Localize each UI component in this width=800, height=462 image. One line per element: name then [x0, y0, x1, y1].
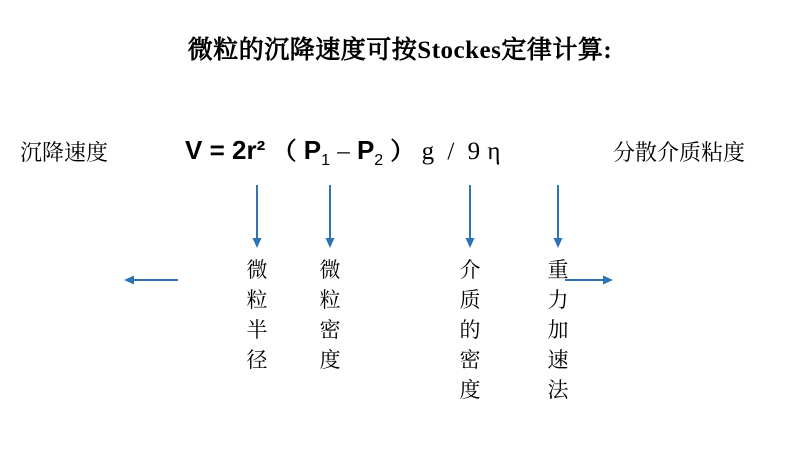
arrow-down-medium-density [460, 185, 480, 250]
formula-open-paren: （ [272, 139, 297, 165]
arrow-down-particle-density [320, 185, 340, 250]
caption-char: 粒 [246, 288, 268, 312]
formula-2r2: 2r² [232, 135, 266, 165]
caption-char: 重 [547, 258, 569, 282]
caption-char: 密 [319, 318, 341, 342]
caption-particle-density [317, 255, 343, 375]
formula-close-paren: ） [390, 139, 415, 165]
caption-char: 力 [547, 288, 569, 312]
formula-p2-subscript: 2 [374, 152, 384, 170]
caption-char: 微 [246, 258, 268, 282]
caption-char: 速 [547, 348, 569, 372]
caption-char: 密 [459, 348, 481, 372]
caption-particle-radius [244, 255, 270, 375]
right-label-medium-viscosity: 分散介质粘度 [613, 140, 746, 165]
formula-p2: P [356, 135, 375, 165]
arrow-right-to-viscosity-label [565, 270, 615, 290]
caption-char: 法 [547, 378, 569, 402]
caption-char: 径 [246, 348, 268, 372]
formula-p1: P [303, 135, 322, 165]
caption-char: 介 [459, 258, 481, 282]
formula-slash: / [447, 138, 455, 165]
left-label-sedimentation-velocity: 沉降速度 [20, 140, 109, 165]
formula-eta: η [487, 138, 501, 165]
formula-minus: – [337, 138, 350, 165]
formula-equals: = [209, 135, 225, 165]
arrow-down-particle-radius [247, 185, 267, 250]
caption-char: 度 [459, 378, 481, 402]
page-title: 微粒的沉降速度可按Stockes定律计算: [187, 37, 613, 64]
formula-nine: 9 [467, 138, 481, 165]
formula-row [0, 130, 800, 178]
caption-medium-density [457, 255, 483, 405]
caption-char: 质 [459, 288, 481, 312]
caption-char: 粒 [319, 288, 341, 312]
formula-g: g [421, 138, 435, 165]
caption-char: 的 [459, 318, 481, 342]
caption-gravity-acceleration [545, 255, 571, 405]
caption-char: 度 [319, 348, 341, 372]
arrow-down-gravity-acceleration [548, 185, 568, 250]
formula-v: V [185, 135, 203, 165]
caption-char: 半 [246, 318, 268, 342]
caption-char: 加 [547, 318, 569, 342]
arrow-left-to-velocity-label [122, 270, 180, 290]
caption-char: 微 [319, 258, 341, 282]
formula-expression [185, 130, 500, 181]
formula-p1-subscript: 1 [321, 152, 330, 170]
